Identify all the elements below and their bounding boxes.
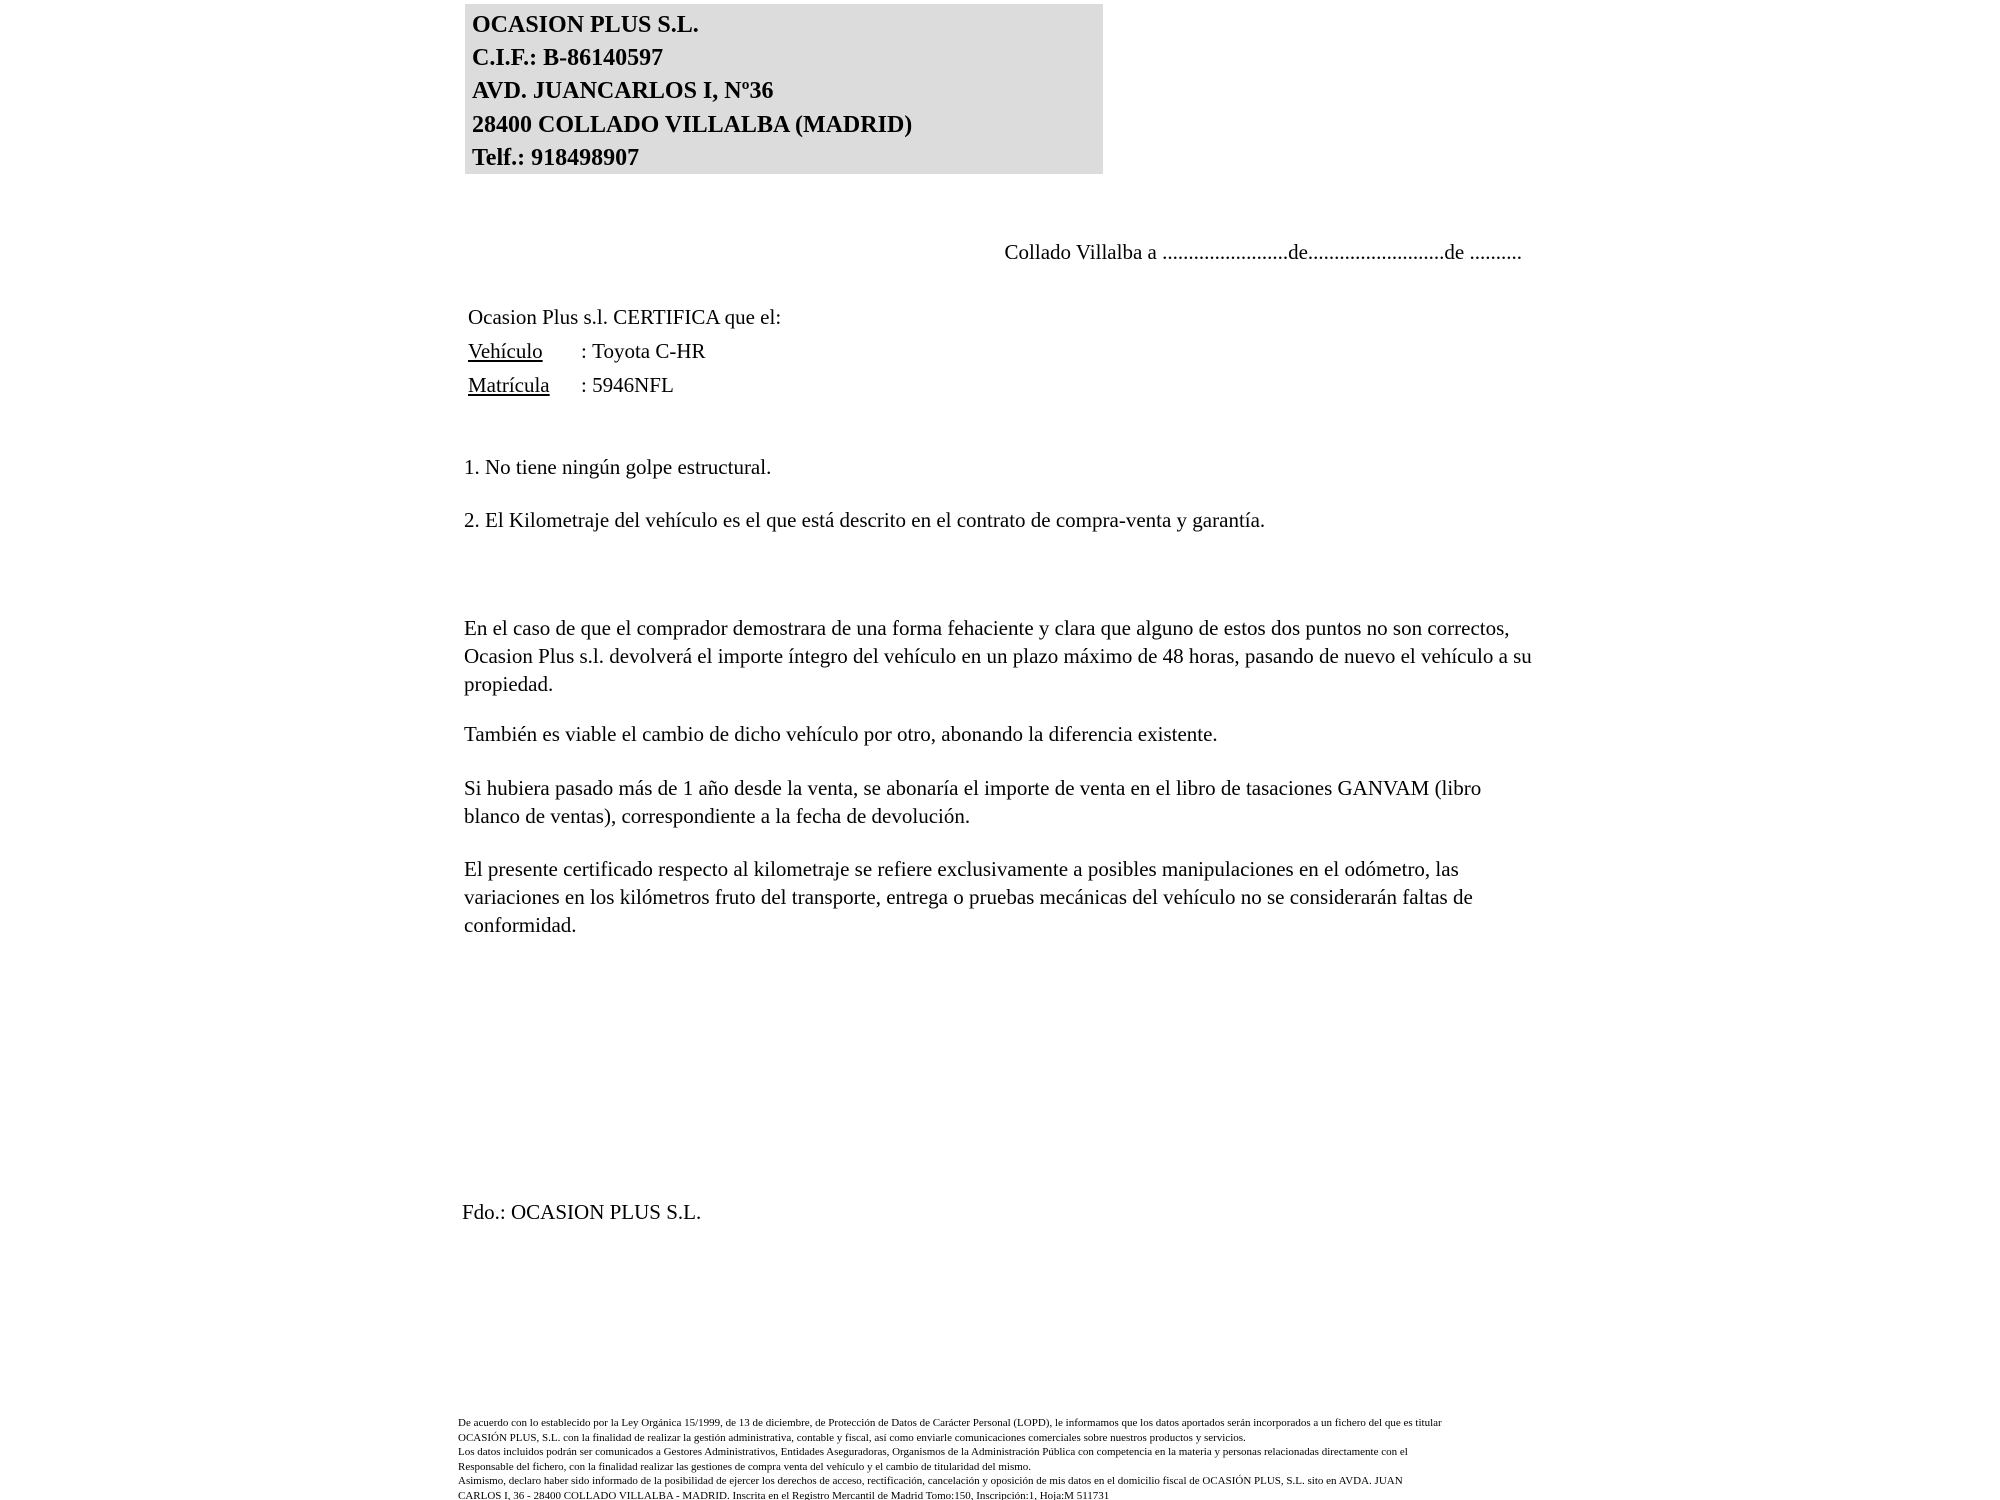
certification-block — [468, 300, 781, 402]
company-name: OCASION PLUS S.L. — [472, 12, 699, 38]
legal-footer-line: Asimismo, declaro haber sido informado de la posibilidad de ejercer los derechos de acceso, rectificación, cancelación y oposición de mis datos en el domicilio fiscal de OCASIÓN PLUS, S.L. sito en AVDA. JUAN — [458, 1475, 1403, 1488]
point-2: 2. El Kilometraje del vehículo es el que está descrito en el contrato de compra-venta y garantía. — [464, 508, 1266, 532]
signature-line: Fdo.: OCASION PLUS S.L. — [462, 1200, 702, 1224]
vehicle-field-colon: : — [581, 339, 587, 363]
company-city: 28400 COLLADO VILLALBA (MADRID) — [472, 111, 913, 138]
paragraph-ganvam-valuation: Si hubiera pasado más de 1 año desde la venta, se abonaría el importe de venta en el libro de tasaciones GANVAM (libro blanco de ventas), correspondiente a la fecha de devolución. — [464, 776, 1482, 828]
paragraph-odometer-disclaimer: El presente certificado respecto al kilometraje se refiere exclusivamente a posibles manipulaciones en el odómetro, las variaciones en los kilómetros fruto del transporte, entrega o pruebas mecánicas del vehículo no se considerarán faltas de conformidad. — [464, 857, 1473, 937]
point-1: 1. No tiene ningún golpe estructural. — [464, 455, 772, 479]
company-header-box — [465, 4, 1103, 174]
certification-intro: Ocasion Plus s.l. CERTIFICA que el: — [468, 305, 782, 329]
company-cif: C.I.F.: B-86140597 — [472, 45, 664, 72]
plate-field-value: 5946NFL — [592, 373, 674, 397]
company-address: AVD. JUANCARLOS I, Nº36 — [472, 78, 774, 105]
paragraph-refund-terms: En el caso de que el comprador demostrara de una forma fehaciente y clara que alguno de estos dos puntos no son correctos, Ocasion Plus s.l. devolverá el importe íntegro del vehículo en un plazo máximo de 48 horas, pasando de nuevo el vehículo a su propiedad. — [464, 616, 1532, 696]
vehicle-field — [468, 334, 781, 368]
paragraph-exchange-option: También es viable el cambio de dicho vehículo por otro, abonando la diferencia existente. — [464, 722, 1218, 746]
vehicle-field-value: Toyota C-HR — [592, 339, 706, 363]
legal-footer-line: Responsable del fichero, con la finalidad realizar las gestiones de compra venta del vehículo y el cambio de titularidad del mismo. — [458, 1460, 1032, 1473]
plate-field-colon: : — [581, 373, 587, 397]
legal-footer-line: De acuerdo con lo establecido por la Ley Orgánica 15/1999, de 13 de diciembre, de Protección de Datos de Carácter Personal (LOPD), le informamos que los datos aportados serán incorporados a un fichero del que es titular — [458, 1417, 1442, 1429]
legal-footer-line: CARLOS I, 36 - 28400 COLLADO VILLALBA - MADRID. Inscrita en el Registro Mercantil de Madrid Tomo:150, Inscripción:1, Hoja:M 511731 — [458, 1489, 1110, 1500]
plate-field-label: Matrícula — [468, 373, 550, 397]
company-phone: Telf.: 918498907 — [472, 144, 640, 171]
legal-footer — [458, 1416, 1578, 1500]
legal-footer-line: OCASIÓN PLUS, S.L. con la finalidad de realizar la gestión administrativa, contable y fiscal, así como enviarle comunicaciones comerciales sobre nuestros productos y servicios. — [458, 1431, 1246, 1444]
place-date-line: Collado Villalba a ........................de..........................de .......... — [1004, 240, 1522, 264]
vehicle-field-label: Vehículo — [468, 339, 543, 363]
legal-footer-line: Los datos incluidos podrán ser comunicados a Gestores Administrativos, Entidades Aseguradoras, Organismos de la Administración Pública con competencia en la materia y personas relacionadas directamente con el — [458, 1446, 1408, 1459]
plate-field — [468, 368, 781, 402]
